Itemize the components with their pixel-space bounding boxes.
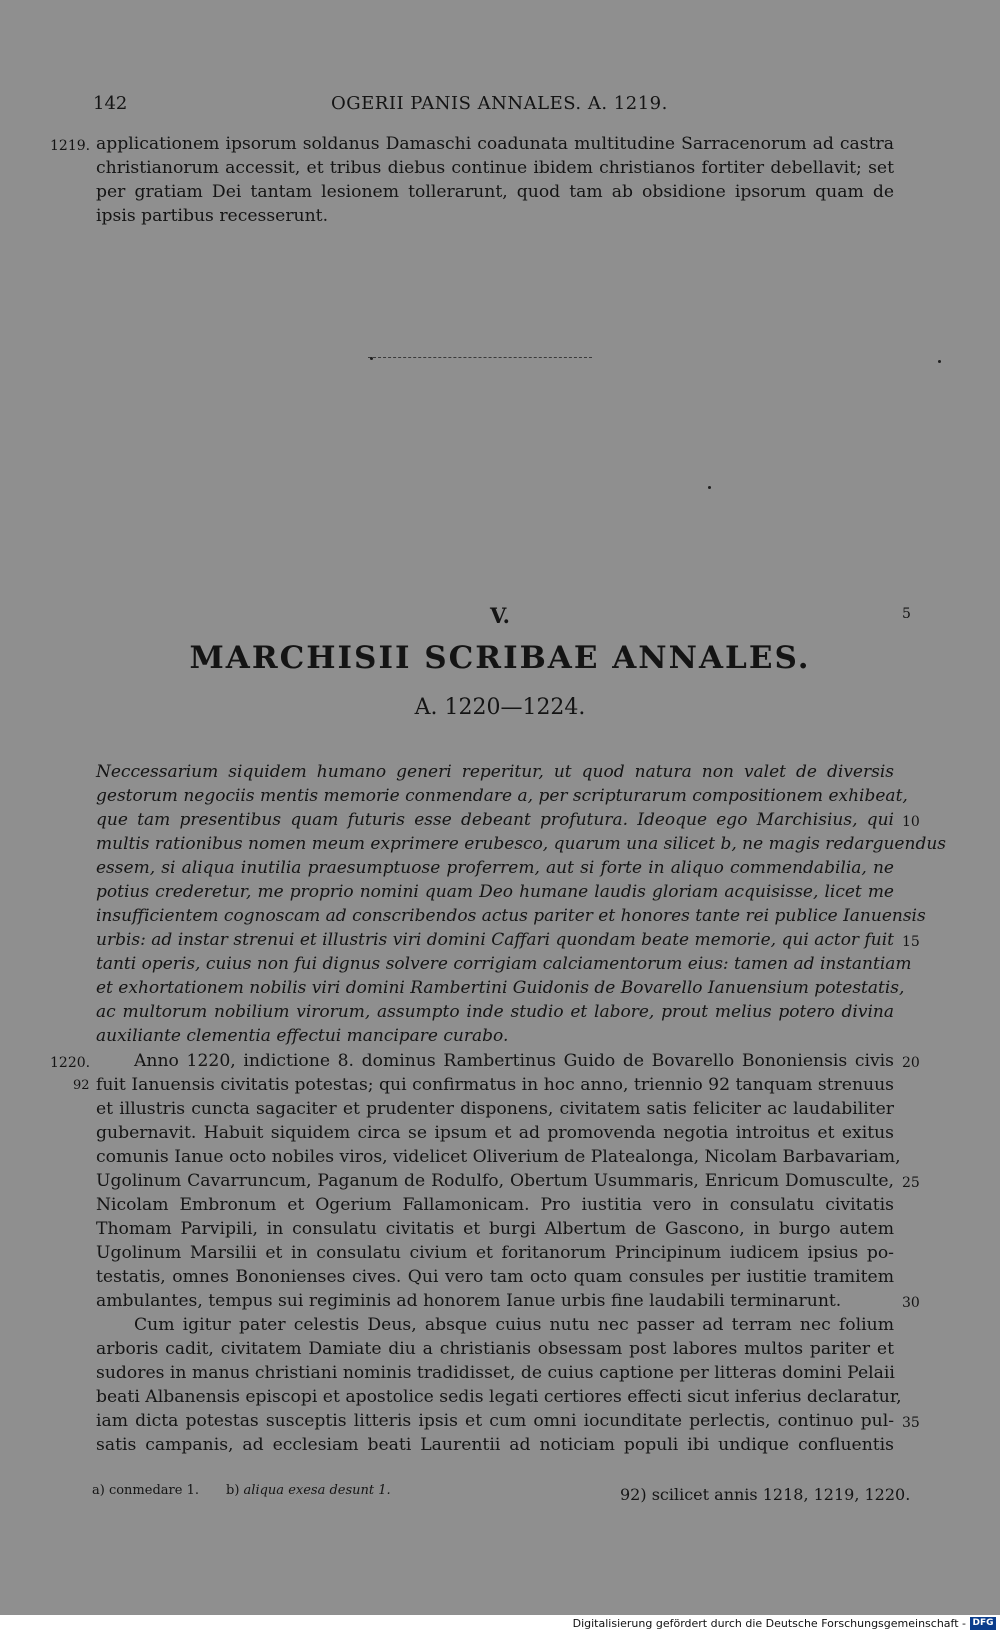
text-line: et illustris cuncta sagaciter et prudenter disponens, civitatem satis feliciter ac laudabiliter [96, 1099, 894, 1119]
text-line: gestorum negociis mentis memorie conmendare a, per scripturarum compositionem exhibeat, [96, 786, 908, 806]
text-line: beati Albanensis episcopi et apostolice sedis legati certiores effecti sicut inferius declaratur, [96, 1387, 902, 1407]
text-line: satis campanis, ad ecclesiam beati Laurentii ad noticiam populi ibi undique confluentis [96, 1435, 894, 1455]
margin-year-1219: 1219. [50, 138, 91, 154]
line-number: 20 [902, 1055, 920, 1071]
digitization-credit-bar [0, 1615, 1000, 1633]
print-speck [370, 357, 373, 360]
text-line: iam dicta potestas susceptis litteris ipsis et cum omni iocunditate perlectis, continuo pul- [96, 1411, 894, 1431]
running-title: OGERII PANIS ANNALES. A. 1219. [331, 93, 668, 114]
text-line: comunis Ianue octo nobiles viros, videlicet Oliverium de Platealonga, Nicolam Barbavariam, [96, 1147, 901, 1167]
footnote-b-text: aliqua exesa desunt 1. [243, 1483, 391, 1498]
text-line: ipsis partibus recesserunt. [96, 206, 329, 226]
line-number: 10 [902, 814, 920, 830]
text-line: Ugolinum Marsilii et in consulatu civium et foritanorum Principinum iudicem ipsius po- [96, 1243, 894, 1263]
line-number: 15 [902, 934, 920, 950]
text-line: tanti operis, cuius non fui dignus solvere corrigiam calciamentorum eius: tamen ad instantiam [96, 954, 912, 974]
page-number: 142 [93, 93, 128, 114]
text-line: Neccessarium siquidem humano generi reperitur, ut quod natura non valet de diversis [96, 762, 894, 782]
text-line: Nicolam Embronum et Ogerium Fallamonicam. Pro iustitia vero in consulatu civitatis [96, 1195, 894, 1215]
text-line: essem, si aliqua inutilia praesumptuose proferrem, aut si forte in aliquo commendabilia, ne [96, 858, 894, 878]
text-line: arboris cadit, civitatem Damiate diu a christianis obsessam post labores multos pariter et [96, 1339, 894, 1359]
margin-reference: 92 [73, 1078, 90, 1093]
text-line: urbis: ad instar strenui et illustris viri domini Caffari quondam beate memorie, qui actor fuit [96, 930, 894, 950]
text-line: Cum igitur pater celestis Deus, absque cuius nutu nec passer ad terram nec folium [134, 1315, 894, 1335]
text-line: gubernavit. Habuit siquidem circa se ipsum et ad promovenda negotia introitus et exitus [96, 1123, 894, 1143]
text-line: applicationem ipsorum soldanus Damaschi coadunata multitudine Sarracenorum ad castra [96, 134, 894, 154]
text-line: Anno 1220, indictione 8. dominus Rambertinus Guido de Bovarello Bononiensis civis [134, 1051, 894, 1071]
footnote-a: a) conmedare 1. [92, 1483, 199, 1498]
line-number: 25 [902, 1175, 920, 1191]
running-head [93, 93, 893, 119]
text-line: auxiliante clementia effectui mancipare curabo. [96, 1026, 509, 1046]
text-line: per gratiam Dei tantam lesionem tollerarunt, quod tam ab obsidione ipsorum quam de [96, 182, 894, 202]
line-number: 30 [902, 1295, 920, 1311]
section-number: V. [490, 603, 510, 628]
footnote-b-label: b) [226, 1483, 240, 1498]
footnote-92: 92) scilicet annis 1218, 1219, 1220. [620, 1485, 911, 1504]
text-line: Ugolinum Cavarruncum, Paganum de Rodulfo, Obertum Usummaris, Enricum Domusculte, [96, 1171, 894, 1191]
text-line: Thomam Parvipili, in consulatu civitatis et burgi Albertum de Gascono, in burgo autem [96, 1219, 894, 1239]
text-line: christianorum accessit, et tribus diebus continue ibidem christianos fortiter debellavit; set [96, 158, 894, 178]
line-number: 35 [902, 1415, 920, 1431]
text-line: sudores in manus christiani nominis tradidisset, de cuius captione per litteras domini Pelaii [96, 1363, 895, 1383]
section-title: MARCHISII SCRIBAE ANNALES. [189, 640, 811, 676]
text-line: fuit Ianuensis civitatis potestas; qui confirmatus in hoc anno, triennio 92 tanquam strenuus [96, 1075, 894, 1095]
line-number: 5 [902, 606, 911, 622]
text-line: que tam presentibus quam futuris esse debeant profutura. Ideoque ego Marchisius, qui [96, 810, 894, 830]
text-line: ac multorum nobilium virorum, assumpto inde studio et labore, prout melius potero divina [96, 1002, 894, 1022]
text-line: et exhortationem nobilis viri domini Rambertini Guidonis de Bovarello Ianuensium potestatis, [96, 978, 905, 998]
print-speck [938, 360, 941, 363]
margin-year-1220: 1220. [50, 1055, 91, 1071]
text-line: insufficientem cognoscam ad conscribendos actus pariter et honores tante rei publice Ianuensis [96, 906, 926, 926]
digitization-credit: Digitalisierung gefördert durch die Deutsche Forschungsgemeinschaft - [572, 1617, 966, 1630]
footnote-b [226, 1483, 391, 1498]
section-years: A. 1220—1224. [414, 695, 586, 720]
text-line: testatis, omnes Bononienses cives. Qui vero tam octo quam consules per iustitie tramitem [96, 1267, 894, 1287]
dfg-logo: DFG [970, 1617, 996, 1630]
text-line: potius crederetur, me proprio nomini quam Deo humane laudis gloriam acquisisse, licet me [96, 882, 894, 902]
text-line: multis rationibus nomen meum exprimere erubesco, quarum una silicet b, ne magis redarguendus [96, 834, 946, 854]
print-speck [708, 486, 711, 489]
separator-rule [368, 357, 592, 358]
text-line: ambulantes, tempus sui regiminis ad honorem Ianue urbis fine laudabili terminarunt. [96, 1291, 842, 1311]
